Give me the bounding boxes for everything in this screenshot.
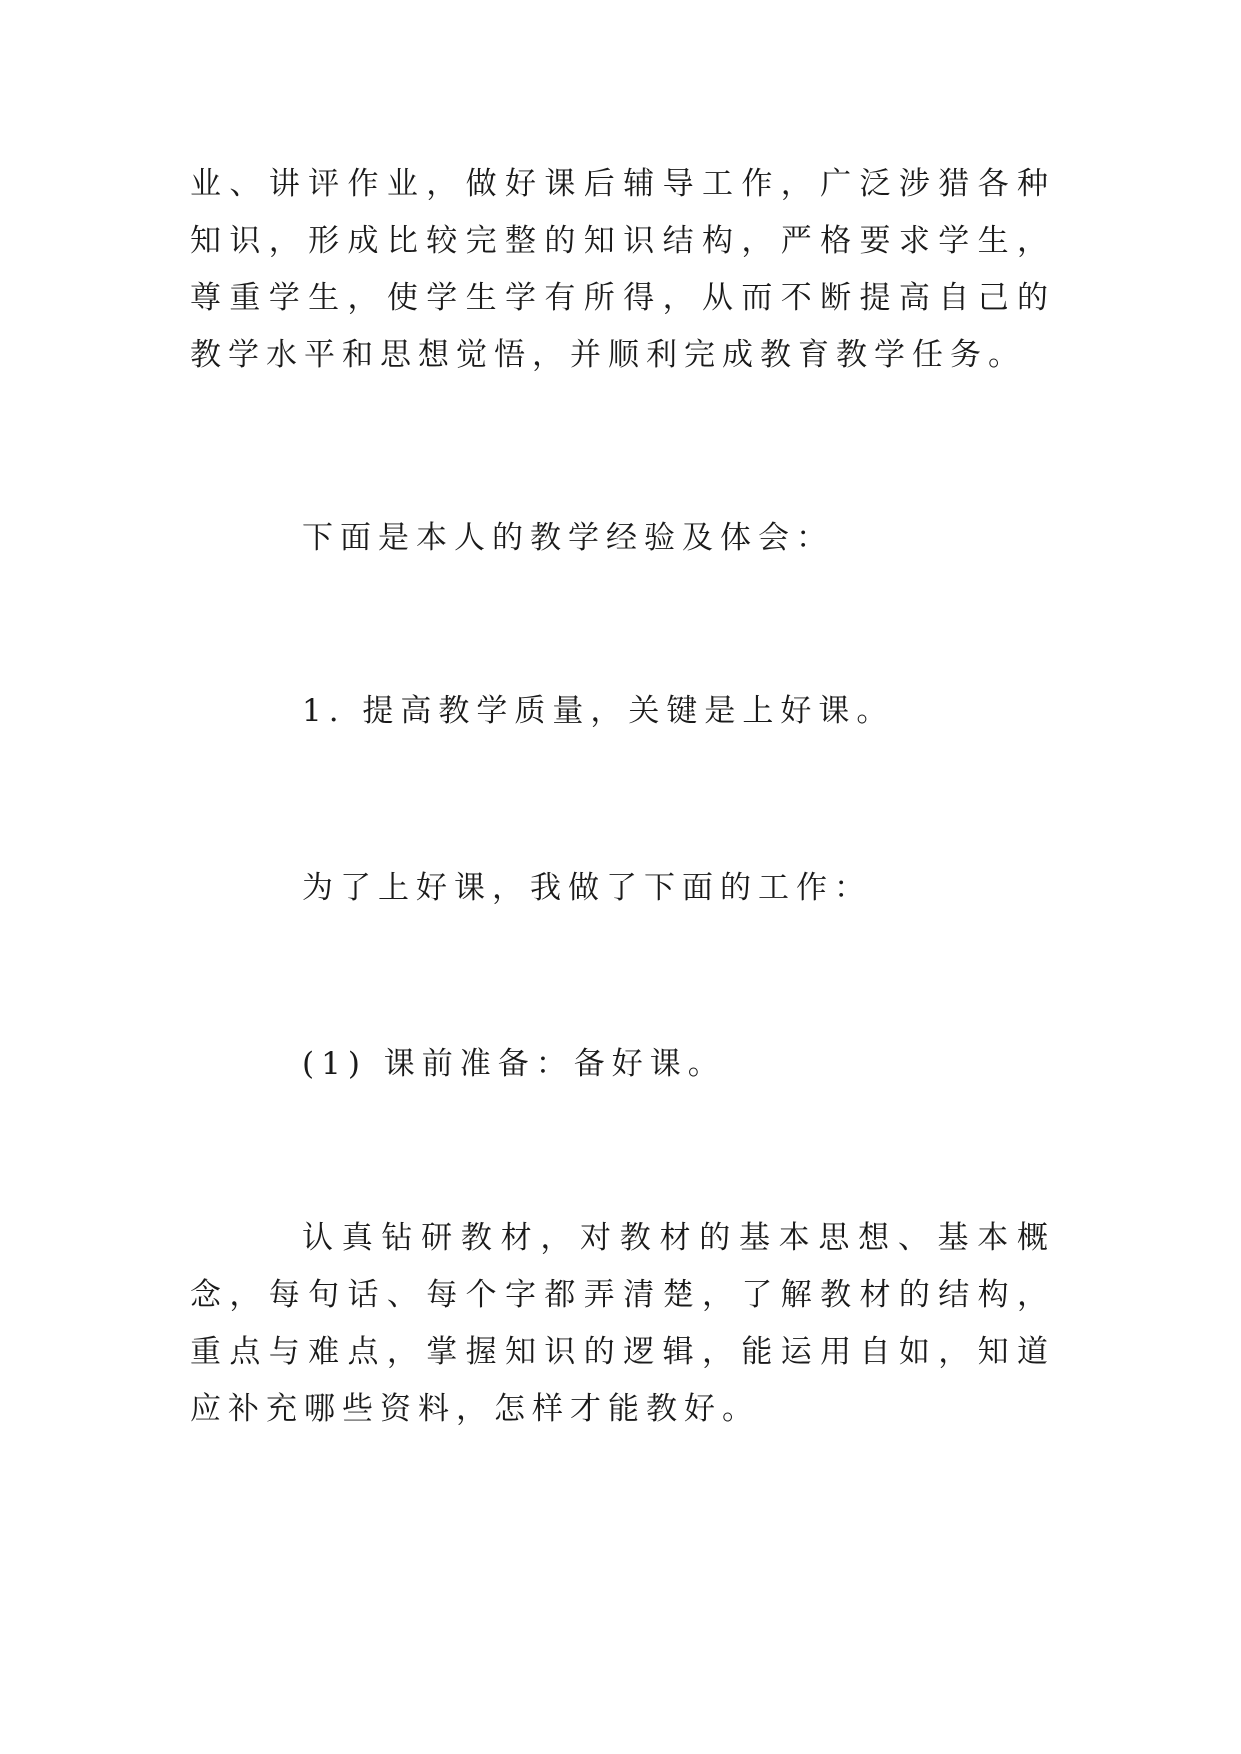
paragraph-body: 认真钻研教材，对教材的基本思想、基本概念，每句话、每个字都弄清楚，了解教材的结构，重点与难点，掌握知识的逻辑，能运用自如，知道应补充哪些资料，怎样才能教好。 xyxy=(190,1220,1055,1427)
paragraph-lead-in: 为了上好课，我做了下面的工作： xyxy=(302,870,872,906)
subsection-heading-1: (1) 课前准备：备好课。 xyxy=(302,1046,726,1082)
paragraph-continuation: 业、讲评作业，做好课后辅导工作，广泛涉猎各种知识，形成比较完整的知识结构，严格要求学生，尊重学生，使学生学有所得，从而不断提高自己的教学水平和思想觉悟，并顺利完成教育教学任务。 xyxy=(190,166,1055,373)
section-heading-1: 1. 提高教学质量，关键是上好课。 xyxy=(302,693,895,729)
paragraph-intro: 下面是本人的教学经验及体会： xyxy=(302,520,834,556)
